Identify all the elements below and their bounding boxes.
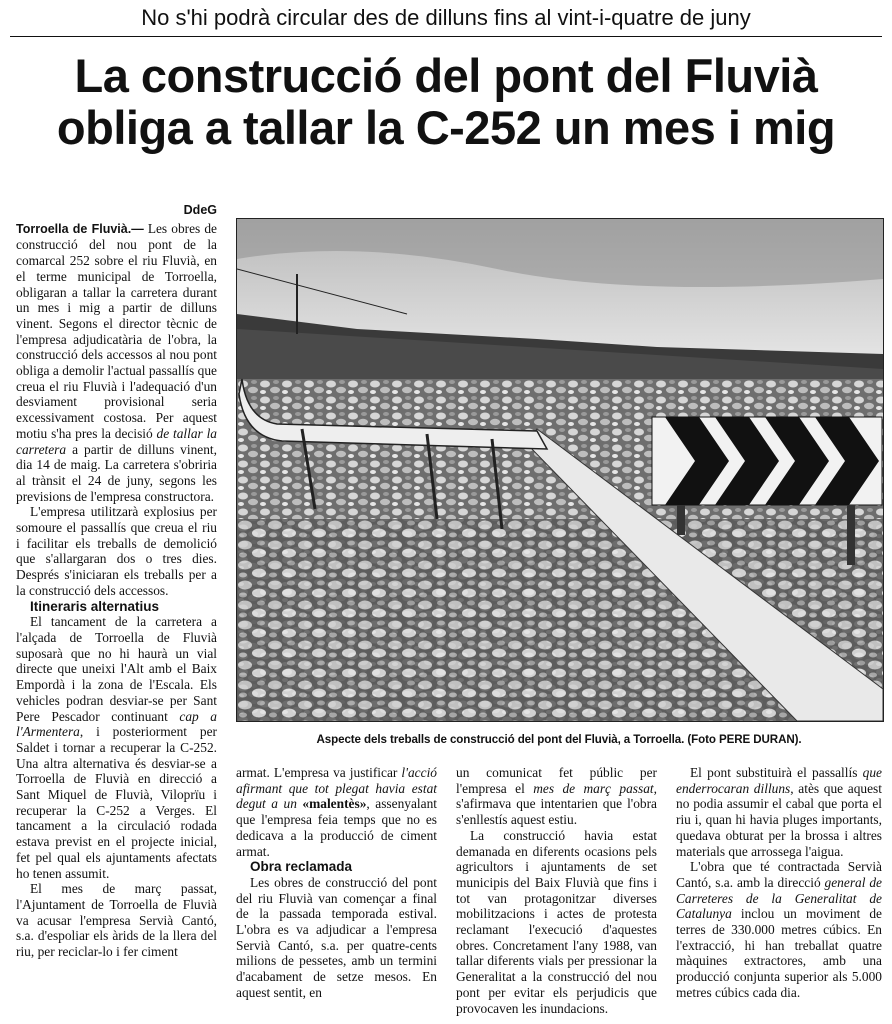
- article-column-1: [16, 203, 217, 960]
- photo-caption: Aspecte dels treballs de construcció del pont del Fluvià, a Torroella. (Foto PERE DURAN).: [316, 733, 802, 746]
- paragraph: El pont substituirà el passallís que enderrocaran dilluns, atès que aquest no podia assumir el cabal que porta el riu i, quan hi havia pluges importants, quedava obturat per la brossa i altres materials que arrossega l'aigua.: [676, 765, 882, 859]
- paragraph: L'obra que té contractada Servià Cantó, s.a. amb la direcció general de Carreteres de la Generalitat de Catalunya inclou un moviment de terres de 330.000 metres cúbics. En l'extracció, hi han treballat quatre màquines extractores, amb una producció conjunta superior als 5.000 metres cúbics cada dia.: [676, 859, 882, 1000]
- paragraph: Les obres de construcció del pont del riu Fluvià van començar a final de la passada temporada estival. L'obra es va adjudicar a l'empresa Servià Cantó, s.a. per quatre-cents milions de pessetes, amb un termini d'acabament de setze mesos. En aquest sentit, en: [236, 874, 437, 1000]
- dateline: Torroella de Fluvià.—: [16, 221, 144, 236]
- paragraph: un comunicat fet públic per l'empresa el mes de març passat, s'afirmava que intentarien que l'obra s'enllestís aquest estiu.: [456, 765, 657, 828]
- construction-photo-image: [237, 219, 883, 721]
- byline: DdeG: [183, 203, 217, 217]
- paragraph: La construcció havia estat demanada en diferents ocasions pels agricultors i ajuntaments de set municipis del Baix Fluvià que fins i tot van protagonitzar diverses mobilitzacions i actes de protesta reclamant l'execució d'aquestes obres. Concretament l'any 1988, van tallar diferents vials per pressionar la Generalitat a la construcció del nou pont per evitar els perjudicis que provocaven les inundacions.: [456, 827, 657, 1016]
- paragraph: El tancament de la carretera a l'alçada de Torroella de Fluvià suposarà que no hi haurà un vial directe que uneixi l'Alt amb el Baix Empordà i la zona de l'Escala. Els vehicles podran desviar-se per Sant Pere Pescador continuant cap a l'Armentera, i posteriorment per Saldet i tornar a recuperar la C-252. Una altra alternativa és desviar-se a Torroella de Fluvià en direcció a Sant Miquel de Fluvià, Viloprïu i recuperar la C-252 a Verges. El tancament a la circulació rodada estava previst en el projecte inicial, fet pel qual els ajuntaments afectats ho tenen assumit.: [16, 614, 217, 881]
- lead-paragraph: Torroella de Fluvià.— Les obres de construcció del nou pont de la comarcal 252 sobre el riu Fluvià, en el terme municipal de Torroella, obligaran a tallar la carretera durant un mes i mig a partir de dilluns vinent. Segons el director tècnic de l'empresa adjudicatària de l'obra, la construcció dels accessos al nou pont obliga a demolir l'actual passallís que creua el riu Fluvià i l'adequació d'un desviament provisional seria excessivament costosa. Per aquest motiu s'ha pres la decisió de tallar la carretera a partir de dilluns vinent, dia 14 de maig. La carretera s'obriria al trànsit el 24 de juny, segons les previsions de l'empresa constructora.: [16, 220, 217, 504]
- subhead-obra-reclamada: Obra reclamada: [250, 859, 353, 875]
- headline: [0, 50, 892, 154]
- paragraph: El mes de març passat, l'Ajuntament de Torroella de Fluvià va acusar l'empresa Servià Cantó, s.a. d'espoliar els àrids de la llera del riu, per reciclar-lo i fer ciment: [16, 881, 217, 960]
- paragraph: armat. L'empresa va justificar l'acció afirmant que tot plegat havia estat degut a un «malentès», assenyalant que l'empresa feia temps que no es dedicava a la producció de ciment armat.: [236, 765, 437, 859]
- subhead-itineraris: Itineraris alternatius: [30, 598, 160, 614]
- article-column-2: [236, 765, 437, 1001]
- kicker: No s'hi podrà circular des de dilluns fins al vint-i-quatre de juny: [141, 5, 751, 30]
- kicker-rule: [10, 36, 882, 37]
- headline-line-2: obliga a tallar la C-252 un mes i mig: [56, 101, 836, 154]
- article-column-3: [456, 765, 657, 1016]
- article-column-4: [676, 765, 882, 1001]
- paragraph: L'empresa utilitzarà explosius per somoure el passallís que creua el riu i facilitar els treballs de demolició que s'allargaran dos o tres dies. Després s'iniciaran els treballs per a la construcció dels accessos.: [16, 504, 217, 598]
- headline-line-1: La construcció del pont del Fluvià: [74, 49, 818, 102]
- construction-photo: [236, 218, 884, 722]
